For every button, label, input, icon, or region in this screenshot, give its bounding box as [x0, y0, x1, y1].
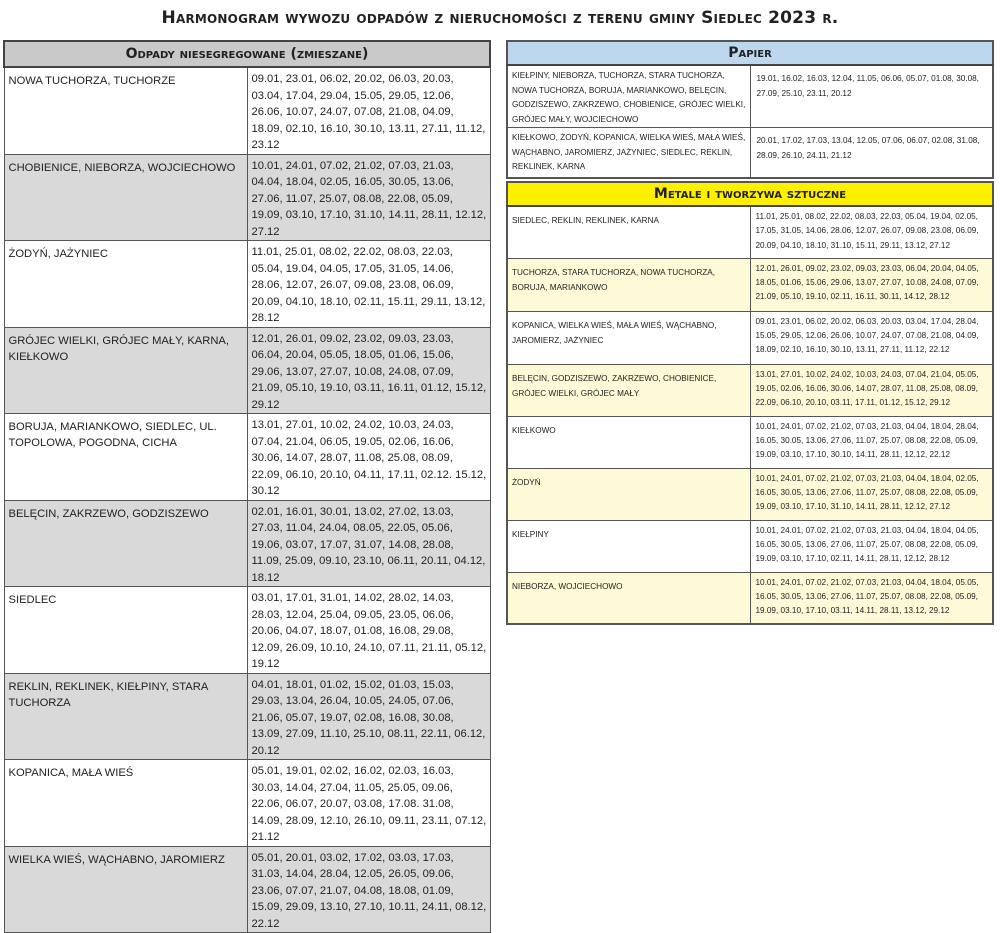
dates-cell: 04.01, 18.01, 01.02, 15.02, 01.03, 15.03, 29.03, 13.04, 26.04, 10.05, 24.05, 07.06, 21.06, 05.07, 19.07, 02.08, 16.08, 30.08, 13.09, 27.09, 11.10, 25.10, 08.11, 22.11, 06.12, 20.12	[247, 673, 490, 760]
place-cell: KIEŁPINY	[507, 520, 750, 572]
page-title: Harmonogram wywozu odpadów z nieruchomości z terenu gminy Siedlec 2023 r.	[161, 8, 839, 28]
place-cell: REKLIN, REKLINEK, KIEŁPINY, STARA TUCHORZA	[4, 673, 247, 760]
dates-cell: 10.01, 24.01, 07.02, 21.02, 07.03, 21.03, 04.04, 18.04, 02.05, 16.05, 30.05, 13.06, 27.06, 11.07, 25.07, 08.08, 22.08, 05.09, 19.09, 03.10, 17.10, 31.10, 14.11, 28.11, 12.12, 27.12	[247, 154, 490, 241]
place-cell: GRÓJEC WIELKI, GRÓJEC MAŁY, KARNA, KIEŁKOWO	[4, 327, 247, 414]
dates-cell: 03.01, 17.01, 31.01, 14.02, 28.02, 14.03, 28.03, 12.04, 25.04, 09.05, 23.05, 06.06, 20.06, 04.07, 18.07, 01.08, 16.08, 29.08, 12.09, 26.09, 10.10, 24.10, 07.11, 21.11, 05.12, 19.12	[247, 587, 490, 674]
dates-cell: 12.01, 26.01, 09.02, 23.02, 09.03, 23.03, 06.04, 20.04, 05.05, 18.05, 01.06, 15.06, 29.06, 13.07, 27.07, 10.08, 24.08, 07.09, 21.09, 05.10, 19.10, 03.11, 16.11, 01.12, 15.12, 29.12	[247, 327, 490, 414]
dates-cell: 10.01, 24.01, 07.02, 21.02, 07.03, 21.03, 04.04, 18.04, 02.05, 16.05, 30.05, 13.06, 27.06, 11.07, 25.07, 08.08, 22.08, 05.09, 19.09, 03.10, 17.10, 31.10, 14.11, 28.11, 12.12, 27.12	[750, 468, 993, 520]
place-cell: TUCHORZA, STARA TUCHORZA, NOWA TUCHORZA, BORUJA, MARIANKOWO	[507, 258, 750, 311]
paper-table	[506, 40, 994, 179]
dates-cell: 10.01, 24.01, 07.02, 21.02, 07.03, 21.03, 04.04, 18.04, 05.05, 16.05, 30.05, 13.06, 27.06, 11.07, 25.07, 08.08, 22.08, 05.09, 19.09, 03.10, 17.10, 03.11, 14.11, 28.11, 13.12, 29.12	[750, 572, 993, 624]
place-cell: KIEŁKOWO	[507, 416, 750, 468]
place-cell: WIELKA WIEŚ, WĄCHABNO, JAROMIERZ	[4, 846, 247, 933]
place-cell: ŻODYŃ, JAŻYNIEC	[4, 241, 247, 328]
place-cell: SIEDLEC	[4, 587, 247, 674]
dates-cell: 11.01, 25.01, 08.02, 22.02, 08.03, 22.03, 05.04, 19.04, 04.05, 17.05, 31.05, 14.06, 28.06, 12.07, 26.07, 09.08, 23.08, 06.09, 20.09, 04.10, 18.10, 02.11, 15.11, 29.11, 13.12, 28.12	[247, 241, 490, 328]
place-cell: KIEŁPINY, NIEBORZA, TUCHORZA, STARA TUCHORZA, NOWA TUCHORZA, BORUJA, MARIANKOWO, BELĘCIN, GODZISZEWO, ZAKRZEWO, CHOBIENICE, GRÓJEC WIELKI, GRÓJEC MAŁY, WOJCIECHOWO	[507, 65, 750, 128]
dates-cell: 10.01, 24.01, 07.02, 21.02, 07.03, 21.03, 04.04, 18.04, 28.04, 16.05, 30.05, 13.06, 27.06, 11.07, 25.07, 08.08, 22.08, 05.09, 19.09, 03.10, 17.10, 30.10, 14.11, 28.11, 12.12, 22.12	[750, 416, 993, 468]
metal-plastic-table	[506, 181, 994, 625]
metal-plastic-header: Metale i tworzywa sztuczne	[507, 182, 993, 206]
place-cell: KOPANICA, WIELKA WIEŚ, MAŁA WIEŚ, WĄCHABNO, JAROMIERZ, JAŻYNIEC	[507, 311, 750, 364]
dates-cell: 09.01, 23.01, 06.02, 20.02, 06.03, 20.03, 03.04, 17.04, 28.04, 15.05, 29.05, 12.06, 26.06, 10.07, 24.07, 07.08, 21.08, 04.09, 18.09, 02.10, 16.10, 30.10, 13.11, 27.11, 11.12, 22.12	[750, 311, 993, 364]
dates-cell: 05.01, 19.01, 02.02, 16.02, 02.03, 16.03, 30.03, 14.04, 27.04, 11.05, 25.05, 09.06, 22.06, 06.07, 20.07, 03.08, 17.08. 31.08, 14.09, 28.09, 12.10, 26.10, 09.11, 23.11, 07.12, 21.12	[247, 760, 490, 847]
place-cell: KOPANICA, MAŁA WIEŚ	[4, 760, 247, 847]
paper-header: Papier	[507, 41, 993, 65]
place-cell: SIEDLEC, REKLIN, REKLINEK, KARNA	[507, 206, 750, 258]
dates-cell: 12.01, 26.01, 09.02, 23.02, 09.03, 23.03, 06.04, 20.04, 04.05, 18.05, 01.06, 15.06, 29.06, 13.07, 27.07, 10.08, 24.08, 07.09, 21.09, 05.10, 19.10, 02.11, 16.11, 30.11, 14.12, 28.12	[750, 258, 993, 311]
place-cell: ŻODYŃ	[507, 468, 750, 520]
dates-cell: 20.01, 17.02, 17.03, 13.04, 12.05, 07.06, 06.07, 02.08, 31.08, 28.09, 26.10, 24.11, 21.12	[750, 128, 993, 178]
place-cell: BELĘCIN, ZAKRZEWO, GODZISZEWO	[4, 500, 247, 587]
place-cell: BELĘCIN, GODZISZEWO, ZAKRZEWO, CHOBIENICE, GRÓJEC WIELKI, GRÓJEC MAŁY	[507, 364, 750, 416]
mixed-waste-header: Odpady niesegregowane (zmieszane)	[4, 41, 490, 67]
dates-cell: 09.01, 23.01, 06.02, 20.02, 06.03, 20.03, 03.04, 17.04, 29.04, 15.05, 29.05, 12.06, 26.06, 10.07, 24.07, 07.08, 21.08, 04.09, 18.09, 02.10, 16.10, 30.10, 13.11, 27.11, 11.12, 23.12	[247, 67, 490, 154]
dates-cell: 13.01, 27.01, 10.02, 24.02, 10.03, 24.03, 07.04, 21.04, 06.05, 19.05, 02.06, 16.06, 30.06, 14.07, 28.07, 11.08, 25.08, 08.09, 22.09, 06.10, 20.10, 04.11, 17.11, 02.12. 15.12, 30.12	[247, 414, 490, 501]
place-cell: NOWA TUCHORZA, TUCHORZE	[4, 67, 247, 154]
dates-cell: 13.01, 27.01, 10.02, 24.02, 10.03, 24.03, 07.04, 21.04, 05.05, 19.05, 02.06, 16.06, 30.06, 14.07, 28.07, 11.08, 25.08, 08.09, 22.09, 06.10, 20.10, 03.11, 17.11, 01.12, 15.12, 29.12	[750, 364, 993, 416]
dates-cell: 19.01, 16.02, 16.03, 12.04, 11.05, 06.06, 05.07, 01.08, 30.08, 27.09, 25.10, 23.11, 20.12	[750, 65, 993, 128]
dates-cell: 10.01, 24.01, 07.02, 21.02, 07.03, 21.03, 04.04, 18.04, 04.05, 16.05, 30.05, 13.06, 27.06, 11.07, 25.07, 08.08, 22.08, 05.09, 19.09, 03.10, 17.10, 02.11, 14.11, 28.11, 12.12, 28.12	[750, 520, 993, 572]
place-cell: NIEBORZA, WOJCIECHOWO	[507, 572, 750, 624]
dates-cell: 11.01, 25.01, 08.02, 22.02, 08.03, 22.03, 05.04, 19.04, 02.05, 17.05, 31.05, 14.06, 28.06, 12.07, 26.07, 09.08, 23.08, 06.09, 20.09, 04.10, 18.10, 31.10, 15.11, 29.11, 13.12, 27.12	[750, 206, 993, 258]
place-cell: CHOBIENICE, NIEBORZA, WOJCIECHOWO	[4, 154, 247, 241]
dates-cell: 05.01, 20.01, 03.02, 17.02, 03.03, 17.03, 31.03, 14.04, 28.04, 12.05, 26.05, 09.06, 23.06, 07.07, 21.07, 04.08, 18.08, 01.09, 15.09, 29.09, 13.10, 27.10, 10.11, 24.11, 08.12, 22.12	[247, 846, 490, 933]
place-cell: KIEŁKOWO, ŻODYŃ, KOPANICA, WIELKA WIEŚ, MAŁA WIEŚ, WĄCHABNO, JAROMIERZ, JAŻYNIEC, SIEDLEC, REKLIN, REKLINEK, KARNA	[507, 128, 750, 178]
mixed-waste-table	[3, 40, 491, 933]
place-cell: BORUJA, MARIANKOWO, SIEDLEC, UL. TOPOLOWA, POGODNA, CICHA	[4, 414, 247, 501]
dates-cell: 02.01, 16.01, 30.01, 13.02, 27.02, 13.03, 27.03, 11.04, 24.04, 08.05, 22.05, 05.06, 19.06, 03.07, 17.07, 31.07, 14.08, 28.08, 11.09, 25.09, 09.10, 23.10, 06.11, 20.11, 04.12, 18.12	[247, 500, 490, 587]
